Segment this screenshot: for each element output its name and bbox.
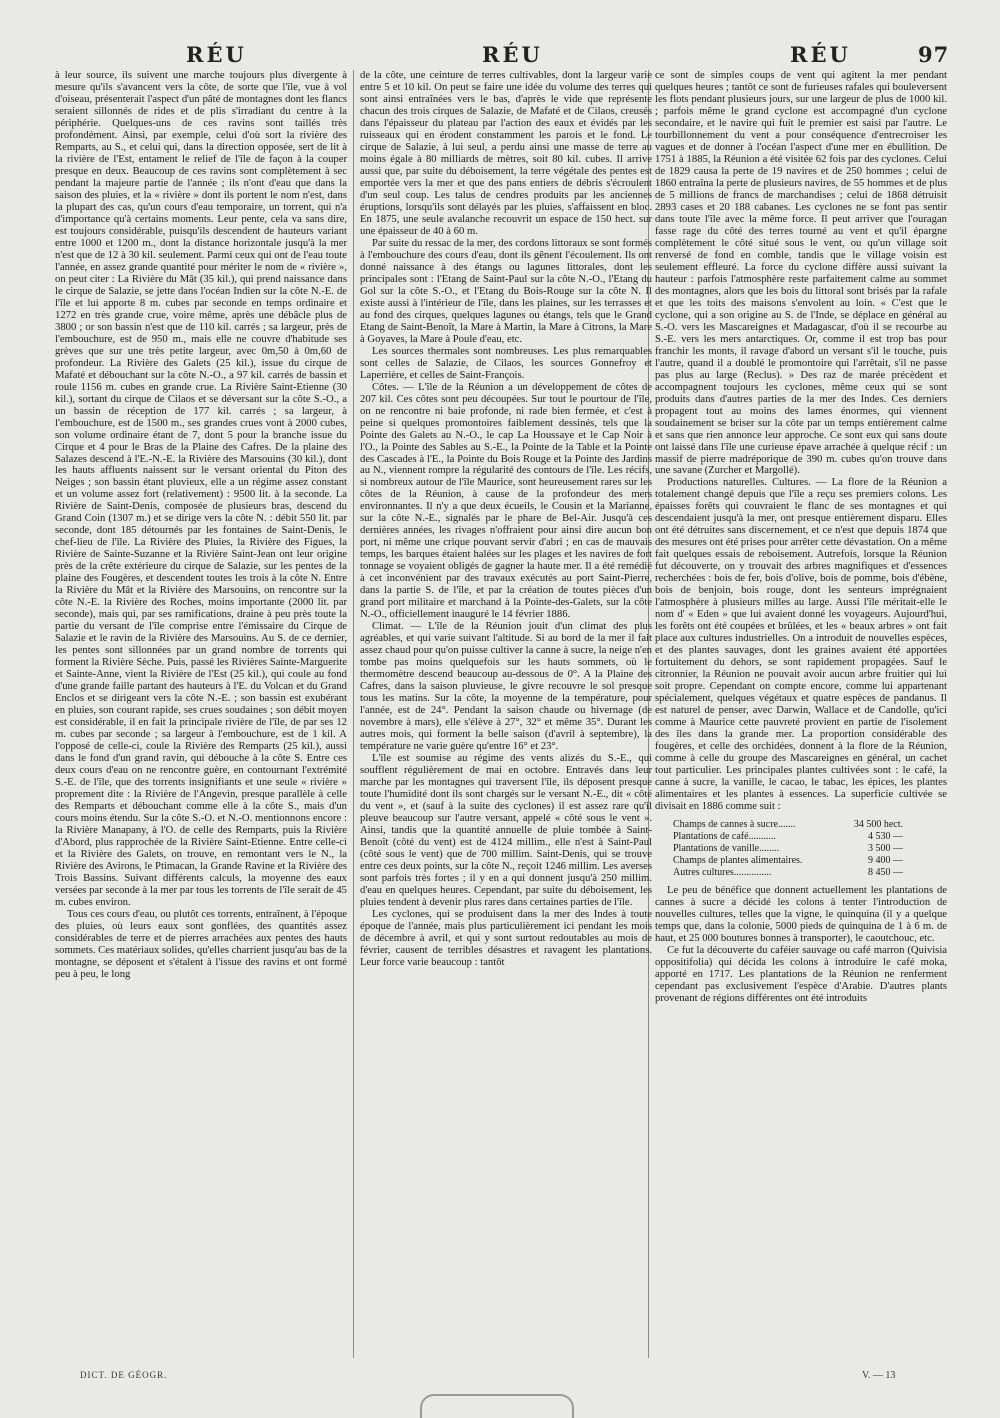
table-value: 8 450 — xyxy=(868,867,903,879)
paragraph: Côtes. — L'île de la Réunion a un développement de côtes de 207 kil. Ces côtes sont peu découpées. Sur tout le pourtour de l'île, on ne rencontre ni baie profonde, ni rade bien fermée, et c'est à peine si quelques promontoires faiblement dessinés, tels que la Pointe des Galets au N.-O., le cap La Houssaye et le Cap Noir à l'O., la Pointe des Sables au S.-E., la Pointe de la Table et la Pointe des Cascades à l'E., la Pointe du Bois Rouge et la Pointe des Jardins au N., viennent rompre la régularité des contours de l'île. Les récifs, si nombreux autour de l'île Maurice, sont heureusement rares sur les côtes de la Réunion, à cause de la profondeur des mers environnantes. Il n'y a que deux écueils, le Cousin et la Marianne, sur la côte N.-E., signalés par le phare de Bel-Air. Jusqu'à ces dernières années, les rivages n'offraient pour ainsi dire aucun bon port, ni même une crique pouvant servir d'abri ; en cas de mauvais temps, les barques étaient halées sur les plages et les navires de fort tonnage se voyaient obligés de gagner la haute mer. Il a été remédié à cet inconvénient par des travaux exécutés au port Saint-Pierre, dans la partie S. de l'île, et par la création de toutes pièces d'un grand port militaire et marchand à la Pointe-des-Galets, sur la côte N.-O., officiellement inauguré le 14 février 1886. xyxy=(360,381,652,621)
table-row xyxy=(673,819,947,831)
paragraph: Les cyclones, qui se produisent dans la mer des Indes à toute époque de l'année, mais plus particulièrement ici pendant les mois de décembre à avril, et qui y sont surtout redoutables au mois de février, causent de terribles désastres et ravagent les plantations. Leur force varie beaucoup : tantôt xyxy=(360,908,652,968)
running-head-right: RÉU xyxy=(790,42,851,67)
table-label: Champs de plantes alimentaires. xyxy=(673,855,803,867)
paragraph: de la côte, une ceinture de terres cultivables, dont la largeur varie entre 5 et 10 kil. On peut se faire une idée du volume des terres qui sont ainsi entraînées vers le bas, d'après le vide que représente chacun des trois cirques de Salazie, de Mafaté et de Cilaos, creusés dans l'épaisseur du plateau par l'action des eaux et évidés par les ruisseaux qui en érodent constamment les parois et le fond. Le cirque de Salazie, à lui seul, a perdu ainsi une masse de terre au moins égale à 80 milliards de mètres, soit 80 kil. cubes. Il arrive aussi que, par suite du déboisement, la terre végétale des pentes est emportée vers la mer et que des pans entiers de débris s'écroulent d'un seul coup. Les talus de cendres produits par les anciennes éruptions, lorsqu'ils sont délayés par les pluies, s'affaissent en bloc. En 1875, une seule avalanche recouvrit un espace de 150 hect. sur une épaisseur de 40 à 60 m. xyxy=(360,70,652,237)
paragraph: à leur source, ils suivent une marche toujours plus divergente à mesure qu'ils s'avancent vers la côte, de sorte que l'île, vue à vol d'oiseau, présenterait l'aspect d'un pâté de montagnes dont les flancs seraient sillonnés de rides et de plis s'irradiant du centre à la périphérie. Quelques-uns de ces ravins sont taillés très profondément. Ainsi, par exemple, celui d'où sort la rivière des Remparts, au S., et celui qui, dans la direction opposée, sert de lit à la rivière de l'Est, entament le relief de l'île de façon à la couper presque en deux. Beaucoup de ces ravins sont complètement à sec pendant la majeure partie de l'année ; ils n'ont d'eau que dans la saison des pluies, et la « rivière » dont ils portent le nom n'est, dans la plupart des cas, qu'un cours d'eau temporaire, un torrent, qui n'a d'importance qu'à certains moments. Leur pente, cela va sans dire, est toujours considérable, puisqu'ils descendent de hauteurs variant entre 1000 et 1200 m., dont la distance horizontale jusqu'à la mer n'est que de 12 à 30 kil. seulement. Parmi ceux qui ont de l'eau toute l'année, en assez grande quantité pour mériter le nom de « rivière », on peut citer : La Rivière du Mât (35 kil.), qui prend naissance dans le cirque de Salazie, se jette dans l'océan Indien sur la côte N.-E. de l'île et lui apporte 8 m. cubes par seconde en temps ordinaire et 1272 en très grande crue, voire même, après une débâcle plus de 3800 ; or son bassin n'est que de 110 kil. carrés ; sa largeur, près de l'embouchure, est de 950 m., mais elle ne couvre d'habitude ses grèves que sur une très petite largeur, avec 0m,50 à 0m,60 de profondeur. La Rivière des Galets (25 kil.), issue du cirque de Mafaté et débouchant sur la côte N.-O., a 97 kil. carrés de bassin et roule 1156 m. cubes en grande crue. La Rivière Saint-Etienne (30 kil.), sortant du cirque de Cilaos et se déversant sur la côte S.-O., a un bassin de réception de 177 kil. carrés ; sa largeur, à l'embouchure, est de 1500 m., ses grandes crues vont à 2000 cubes, son volume ordinaire étant de 7, dont 5 pour la branche issue du Cirque et 4 pour le Bras de la Plaine des Cafres. De la plaine des Salazes descend à l'E.-N.-E. la Rivière des Marsouins (30 kil.), dont les hauts affluents naissent sur le versant oriental du Piton des Neiges ; son bassin étant pluvieux, elle a un régime assez constant et un volume assez fort (relativement) : 9500 lit. à la seconde. La Rivière de Saint-Denis, composée de plusieurs bras, descend du Grand Coin (1307 m.) et se dirige vers la côte N. : débit 550 lit. par seconde, dont 185 détournés par les fontaines de Saint-Denis, le chef-lieu de l'île. La Rivière des Pluies, la Rivière des Figues, la Rivière de Sainte-Suzanne et la Rivière Saint-Jean ont leur origine près de la crête extérieure du cirque de Salazie, sur les pentes de la plaine des Fougères, et descendent toutes les trois à la côte N. Entre la Rivière du Mât et la Rivière des Marsouins, on rencontre sur la côte N.-E. la Rivière des Roches, moins importante (2000 lit. par seconde), mais qui, par ses ramifications, draine à peu près toute la partie du versant de l'île comprise entre l'émissaire du Cirque de Salazie et le ravin de la Rivière des Marsouins. Au S. de ce dernier, les pentes sont sillonnées par un grand nombre de torrents qui forment la Rivière Sèche. Puis, passé les Rivières Sainte-Marguerite et Sainte-Anne, vient la Rivière de l'Est (25 kil.), qui coule au fond d'une grande faille partant des hauteurs à l'E. du Volcan et du Grand Enclos et se dirigeant vers la côte N.-E. ; son bassin est exubérant en pluies, son courant rapide, ses crues soudaines ; son débit moyen est considérable, il en fait la principale rivière de l'île, de par ses 12 m. cubes par seconde ; sa largeur à l'embouchure, est de 1 kil. A l'opposé de celle-ci, coule la Rivière des Remparts (25 kil.), aussi dans le fond d'un grand ravin, qui débouche à la côte S. Entre ces deux cours d'eau on ne rencontre guère, en contournant l'extrémité S.-E. de l'île, que des torrents insignifiants et une seule « rivière » proprement dite : la Rivière de l'Angevin, presque parallèle à celle des Remparts et débouchant comme elle à la côte S., mais d'un cours moins étendu. Sur la côte S.-O. et N.-O. mentionnons encore : la Rivière Manapany, à l'O. de celle des Remparts, puis la Rivière d'Abord, plus rapprochée de la Rivière Saint-Etienne. Entre celle-ci et la Rivière des Galets, on trouve, en remontant vers le N., la Rivière des Avirons, le Ptimacan, la Grande Ravine et la Rivière des Trois Bassins. Suivant différents calculs, la moyenne des eaux versées par seconde à la mer par tous les torrents de l'île serait de 45 m. cubes environ. xyxy=(55,70,347,908)
table-row xyxy=(673,867,947,879)
table-label: Champs de cannes à sucre....... xyxy=(673,819,796,831)
table-label: Autres cultures............... xyxy=(673,867,772,879)
paragraph: Tous ces cours d'eau, ou plutôt ces torrents, entraînent, à l'époque des pluies, où leurs eaux sont gonflées, des quantités assez considérables de terre et de pierres arrachées aux pentes des hauts sommets. Ces matériaux solides, qu'elles charrient jusqu'au bas de la montagne, se déposent et s'étalent à l'issue des ravins et ont formé peu à peu, le long xyxy=(55,908,347,980)
table-value: 3 500 — xyxy=(868,843,903,855)
column-3 xyxy=(655,70,947,1388)
table-row xyxy=(673,843,947,855)
table-label: Plantations de café........... xyxy=(673,831,777,843)
paragraph: Par suite du ressac de la mer, des cordons littoraux se sont formés à l'embouchure des cours d'eau, dont ils gênent l'écoulement. Ils ont donné naissance à des étangs ou lagunes littorales, dont les principales sont : l'Etang de Saint-Paul sur la côte N.-O., l'Etang du Gol sur la côte S.-O., et l'Etang du Bois-Rouge sur la côte N. Il existe aussi à l'intérieur de l'île, dans les plaines, sur les terrasses et au fond des cirques, quelques lagunes ou étangs, tels que le Grand Etang de Saint-Benoît, la Mare à Martin, la Mare à Citrons, la Mare à Goyaves, la Mare à Poule d'eau, etc. xyxy=(360,237,652,345)
table-value: 9 400 — xyxy=(868,855,903,867)
library-stamp xyxy=(420,1394,574,1418)
column-1 xyxy=(55,70,347,1388)
paragraph: ce sont de simples coups de vent qui agitent la mer pendant quelques heures ; tantôt ce sont de furieuses rafales qui bouleversent les flots pendant plusieurs jours, sur une largeur de plus de 1000 kil. ; parfois même le grand cyclone est accompagné d'un cyclone secondaire, et le navire qui fuit le premier est saisi par l'autre. Le tourbillonnement du vent a pour conséquence d'entrecroiser les vagues et de donner à l'océan l'aspect d'une mer en ébullition. De 1751 à 1885, la Réunion a été visitée 62 fois par des cyclones. Celui de 1829 causa la perte de 19 navires et de 250 hommes ; celui de 1860 entraîna la perte de plusieurs navires, de 55 hommes et de plus de 5 millions de francs de marchandises ; celui de 1868 détruisit 2893 cases et 20 188 cabanes. Les cyclones ne se font pas sentir dans toute l'île avec la même force. Il peut arriver que l'ouragan fasse rage du côté des terres tourné au vent et qu'il épargne complètement le côté situé sous le vent, ou qu'un village soit renversé de fond en comble, tandis que le village voisin est seulement effleuré. La force du cyclone diffère aussi suivant la hauteur : parfois l'atmosphère reste parfaitement calme au sommet des montagnes, alors que les bois du littoral sont brisés par la rafale et que les toits des maisons s'envolent au loin. « C'est que le cyclone, qui a son origine au S. de l'Inde, se déplace en général au S.-O. vers les Mascareignes et Madagascar, d'où il se recourbe au S.-E. vers les mers antarctiques. Or, comme il est trop bas pour franchir les monts, il ravage d'abord un versant s'il le touche, puis l'autre, quand il a doublé le promontoire qui l'arrêtait, s'il ne passe pas plus au large (Reclus). » Des raz de marée précèdent et accompagnent toujours les cyclones, même ceux qui se sont produits dans d'autres parties de la mer des Indes. Ces derniers propagent tout au moins des lames énormes, qui viennent soudainement se briser sur la côte par un temps entièrement calme et sans que rien annonce leur approche. Ce sont eux qui sans doute ont laissé dans l'île une curieuse épave arrachée à quelque récif : un massif de pierre madréporique de 390 m. cubes qu'on trouve dans une savane (Zurcher et Margollé). xyxy=(655,70,947,477)
paragraph: Les sources thermales sont nombreuses. Les plus remarquables sont celles de Salazie, de Cilaos, les sources Gonnefroy et Laperrière, et celles de Saint-François. xyxy=(360,345,652,381)
column-rule-1 xyxy=(353,70,354,1358)
table-value: 34 500 hect. xyxy=(853,819,903,831)
table-value: 4 530 — xyxy=(868,831,903,843)
footer-right: V. — 13 xyxy=(862,1370,896,1381)
running-head-left: RÉU xyxy=(186,42,247,67)
page-number: 97 xyxy=(918,42,950,67)
paragraph: Climat. — L'île de la Réunion jouit d'un climat des plus agréables, et qui varie suivant l'altitude. Si au bord de la mer il fait assez chaud pour qu'on puisse cultiver la canne à sucre, la neige n'en tombe pas moins quelquefois sur les hauts sommets, où le thermomètre descend beaucoup au-dessous de 0°. A la Plaine des Cafres, dans la saison pluvieuse, le givre recouvre le sol presque tous les matins. Sur la côte, la moyenne de la température, pour l'année, est de 24°. Pendant la saison chaude ou hivernage (de novembre à mars), elle s'élève à 27°, 32° et même 35°. Durant les autres mois, qui forment la belle saison (d'avril à septembre), la température ne varie guère qu'entre 16° et 23°. xyxy=(360,621,652,753)
table-label: Plantations de vanille........ xyxy=(673,843,780,855)
paragraph: L'île est soumise au régime des vents alizés du S.-E., qui soufflent régulièrement de mai en octobre. Entravés dans leur marche par les montagnes qui traversent l'île, ils déposent presque toute l'humidité dont ils sont chargés sur le versant N.-E., dit « côté du vent », et (sauf à la suite des cyclones) il est assez rare qu'il pleuve beaucoup sur l'autre versant, appelé « côté sous le vent ». Ainsi, tandis que la quantité annuelle de pluie tombée à Saint-Benoît (côté du vent) est de 4124 millim., elle n'est à Saint-Paul (côté sous le vent) que de 700 millim. Saint-Denis, qui se trouve entre ces deux points, sur la côte N., reçoit 1246 millim. Les averses sont parfois très fortes ; il y en a qui donnent jusqu'à 250 millim. d'eau en quelques heures. Cependant, par suite du déboisement, les pluies tendent à devenir plus rares dans certaines parties de l'île. xyxy=(360,753,652,908)
column-2 xyxy=(360,70,652,1388)
running-head-center: RÉU xyxy=(482,42,543,67)
paragraph: Le peu de bénéfice que donnent actuellement les plantations de cannes à sucre a décidé les colons à tenter l'introduction de nouvelles cultures, telles que la vigne, le quinquina (il y a quelque temps que, dans la colonie, 5000 pieds de quinquina de 1 à 6 m. de haut, et 25 000 boutures bonnes à transporter), le caoutchouc, etc. xyxy=(655,885,947,944)
cultivation-table xyxy=(673,819,947,879)
table-row xyxy=(673,855,947,867)
paragraph: Ce fut la découverte du caféier sauvage ou café marron (Quivisia oppositifolia) qui décida les colons à introduire le café moka, apporté en 1717. Les plantations de la Réunion ne renferment cependant pas exclusivement l'espèce d'Arabie. D'autres plants provenant de régions différentes ont été introduits xyxy=(655,944,947,1004)
paragraph: Productions naturelles. Cultures. — La flore de la Réunion a totalement changé depuis que l'île a reçu ses premiers colons. Les épaisses forêts qui couvraient le flanc de ses montagnes et qui descendaient jusqu'à la mer, ont presque entièrement disparu. Elles ont été détruites sans discernement, et ce n'est que depuis 1874 que des mesures ont été prises pour arrêter cette dévastation. On a même fait quelques essais de reboisement. Autrefois, lorsque la Réunion fut découverte, on y trouvait des arbres magnifiques et d'essences recherchées : bois de fer, bois d'olive, bois de pomme, bois d'ébène, bois de benjoin, bois rouge, dont les senteurs imprégnaient l'atmosphère à plusieurs milles au large. Aussi l'île méritait-elle le nom d' « Eden » que lui avaient donné les voyageurs. Aujourd'hui, les forêts ont été coupées et brûlées, et les « beaux arbres » ont fait place aux cultures industrielles. On a introduit de nouvelles espèces, et des plantes sauvages, dont les graines avaient été apportées fortuitement du dehors, se sont rapidement propagées. Sauf le citronnier, la Réunion ne pouvait avoir aucun arbre fruitier qui lui soit propre. Cependant on compte encore, comme lui appartenant spécialement, quelques végétaux et quatre espèces de pandanus. Il est naturel de penser, avec Darwin, Wallace et de Candolle, qu'ici comme à Maurice cette pauvreté provient en partie de l'isolement des îles dans la grande mer. La proportion considérable des fougères, et celle des orchidées, donnent à la flore de la Réunion, comme à celle du groupe des Mascareignes en général, un cachet tout particulier. Les principales plantes cultivées sont : le café, la canne à sucre, la vanille, le cacao, le tabac, les épices, les plantes alimentaires et les plantes à essences. La superficie cultivée se divisait en 1886 comme suit : xyxy=(655,477,947,813)
footer-left: DICT. DE GÉOGR. xyxy=(80,1370,168,1380)
table-row xyxy=(673,831,947,843)
